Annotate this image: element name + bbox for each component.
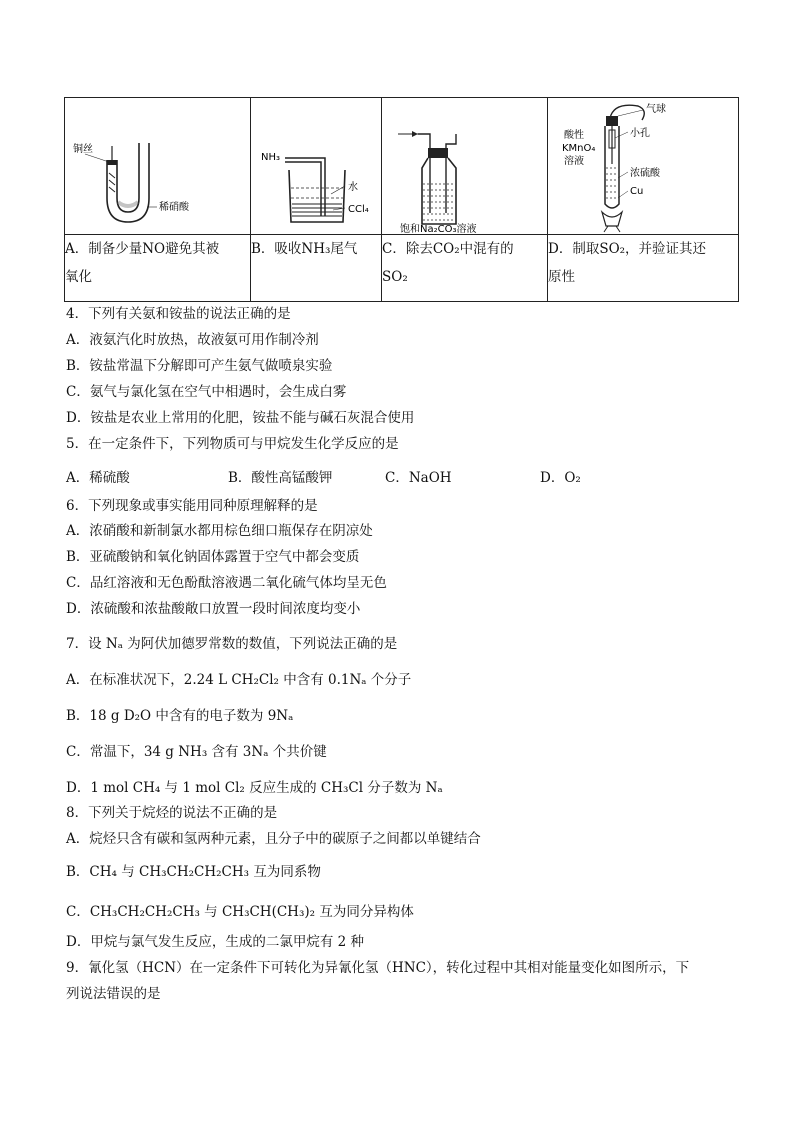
caption-d-line2: 原性 [548,269,575,285]
caption-a-line1: A．制备少量NO避免其被 [65,241,220,257]
figure-a-cell [65,98,251,235]
question-4-stem: 4．下列有关氨和铵盐的说法正确的是 [66,306,291,322]
water-label: 水 [348,182,358,193]
nh3-label: NH₃ [261,152,281,163]
kmno4-label-3: 溶液 [564,156,584,167]
caption-a [65,235,251,302]
q4-option-c: C．氨气与氯化氢在空气中相遇时，会生成白雾 [66,384,347,400]
u-tube-figure [65,98,250,234]
q7-option-a: A．在标准状况下，2.24 L CH₂Cl₂ 中含有 0.1Nₐ 个分子 [66,672,412,688]
question-9-stem: 9．氰化氢（HCN）在一定条件下可转化为异氰化氢（HNC），转化过程中其相对能量变化如图所示，下 [66,960,690,976]
hole-label: 小孔 [630,128,650,139]
question-6-stem: 6．下列现象或事实能用同种原理解释的是 [66,498,318,514]
figure-c-cell [382,98,548,235]
dilute-nitric-label: 稀硝酸 [159,202,189,213]
q5-option-b: B．酸性高锰酸钾 [228,470,333,486]
conc-acid-label: 浓硫酸 [630,168,660,179]
q4-option-d: D．铵盐是农业上常用的化肥，铵盐不能与碱石灰混合使用 [66,410,415,426]
beaker-figure [251,98,381,234]
q6-option-c: C．品红溶液和无色酚酞溶液遇二氧化硫气体均呈无色 [66,575,387,591]
cu-label: Cu [630,186,644,197]
q8-option-d: D．甲烷与氯气发生反应，生成的二氯甲烷有 2 种 [66,934,364,950]
q6-option-a: A．浓硝酸和新制氯水都用棕色细口瓶保存在阴凉处 [66,523,373,539]
q5-option-c: C．NaOH [385,470,452,486]
q6-option-b: B．亚硫酸钠和氧化钠固体露置于空气中都会变质 [66,549,360,565]
caption-d [548,235,739,302]
question-8-stem: 8．下列关于烷烃的说法不正确的是 [66,805,278,821]
caption-b [251,235,382,302]
test-tube-figure [548,98,738,234]
copper-wire-label: 铜丝 [73,144,93,155]
wash-bottle-figure [382,98,547,234]
apparatus-table [64,97,739,302]
caption-c-line2: SO₂ [382,269,408,285]
q5-option-a: A．稀硫酸 [66,470,130,486]
caption-c-line1: C．除去CO₂中混有的 [382,241,514,257]
caption-d-line1: D．制取SO₂，并验证其还 [548,241,707,257]
question-7-stem: 7．设 Nₐ 为阿伏加德罗常数的数值，下列说法正确的是 [66,636,398,652]
question-9-stem-cont: 列说法错误的是 [66,986,161,1002]
kmno4-label-2: KMnO₄ [562,143,596,154]
q6-option-d: D．浓硫酸和浓盐酸敞口放置一段时间浓度均变小 [66,601,361,617]
q8-option-c: C．CH₃CH₂CH₂CH₃ 与 CH₃CH(CH₃)₂ 互为同分异构体 [66,904,414,920]
q7-option-c: C．常温下，34 g NH₃ 含有 3Nₐ 个共价键 [66,744,327,760]
balloon-label: 气球 [646,104,666,115]
ccl4-label: CCl₄ [348,204,369,215]
figure-b-cell [251,98,382,235]
kmno4-label-1: 酸性 [564,130,584,141]
q8-option-b: B．CH₄ 与 CH₃CH₂CH₂CH₃ 互为同系物 [66,864,321,880]
q8-option-a: A．烷烃只含有碳和氢两种元素，且分子中的碳原子之间都以单键结合 [66,831,481,847]
q7-option-d: D．1 mol CH₄ 与 1 mol Cl₂ 反应生成的 CH₃Cl 分子数为 Nₐ [66,780,443,796]
question-5-stem: 5．在一定条件下，下列物质可与甲烷发生化学反应的是 [66,436,399,452]
q4-option-b: B．铵盐常温下分解即可产生氨气做喷泉实验 [66,358,333,374]
caption-b-line1: B．吸收NH₃尾气 [251,241,358,257]
q7-option-b: B．18 g D₂O 中含有的电子数为 9Nₐ [66,708,294,724]
caption-a-line2: 氧化 [65,269,92,285]
q5-option-d: D．O₂ [540,470,581,486]
q4-option-a: A．液氨汽化时放热，故液氨可用作制冷剂 [66,332,319,348]
solution-label: 饱和Na₂CO₃溶液 [400,224,477,234]
figure-d-cell [548,98,739,235]
caption-c [382,235,548,302]
